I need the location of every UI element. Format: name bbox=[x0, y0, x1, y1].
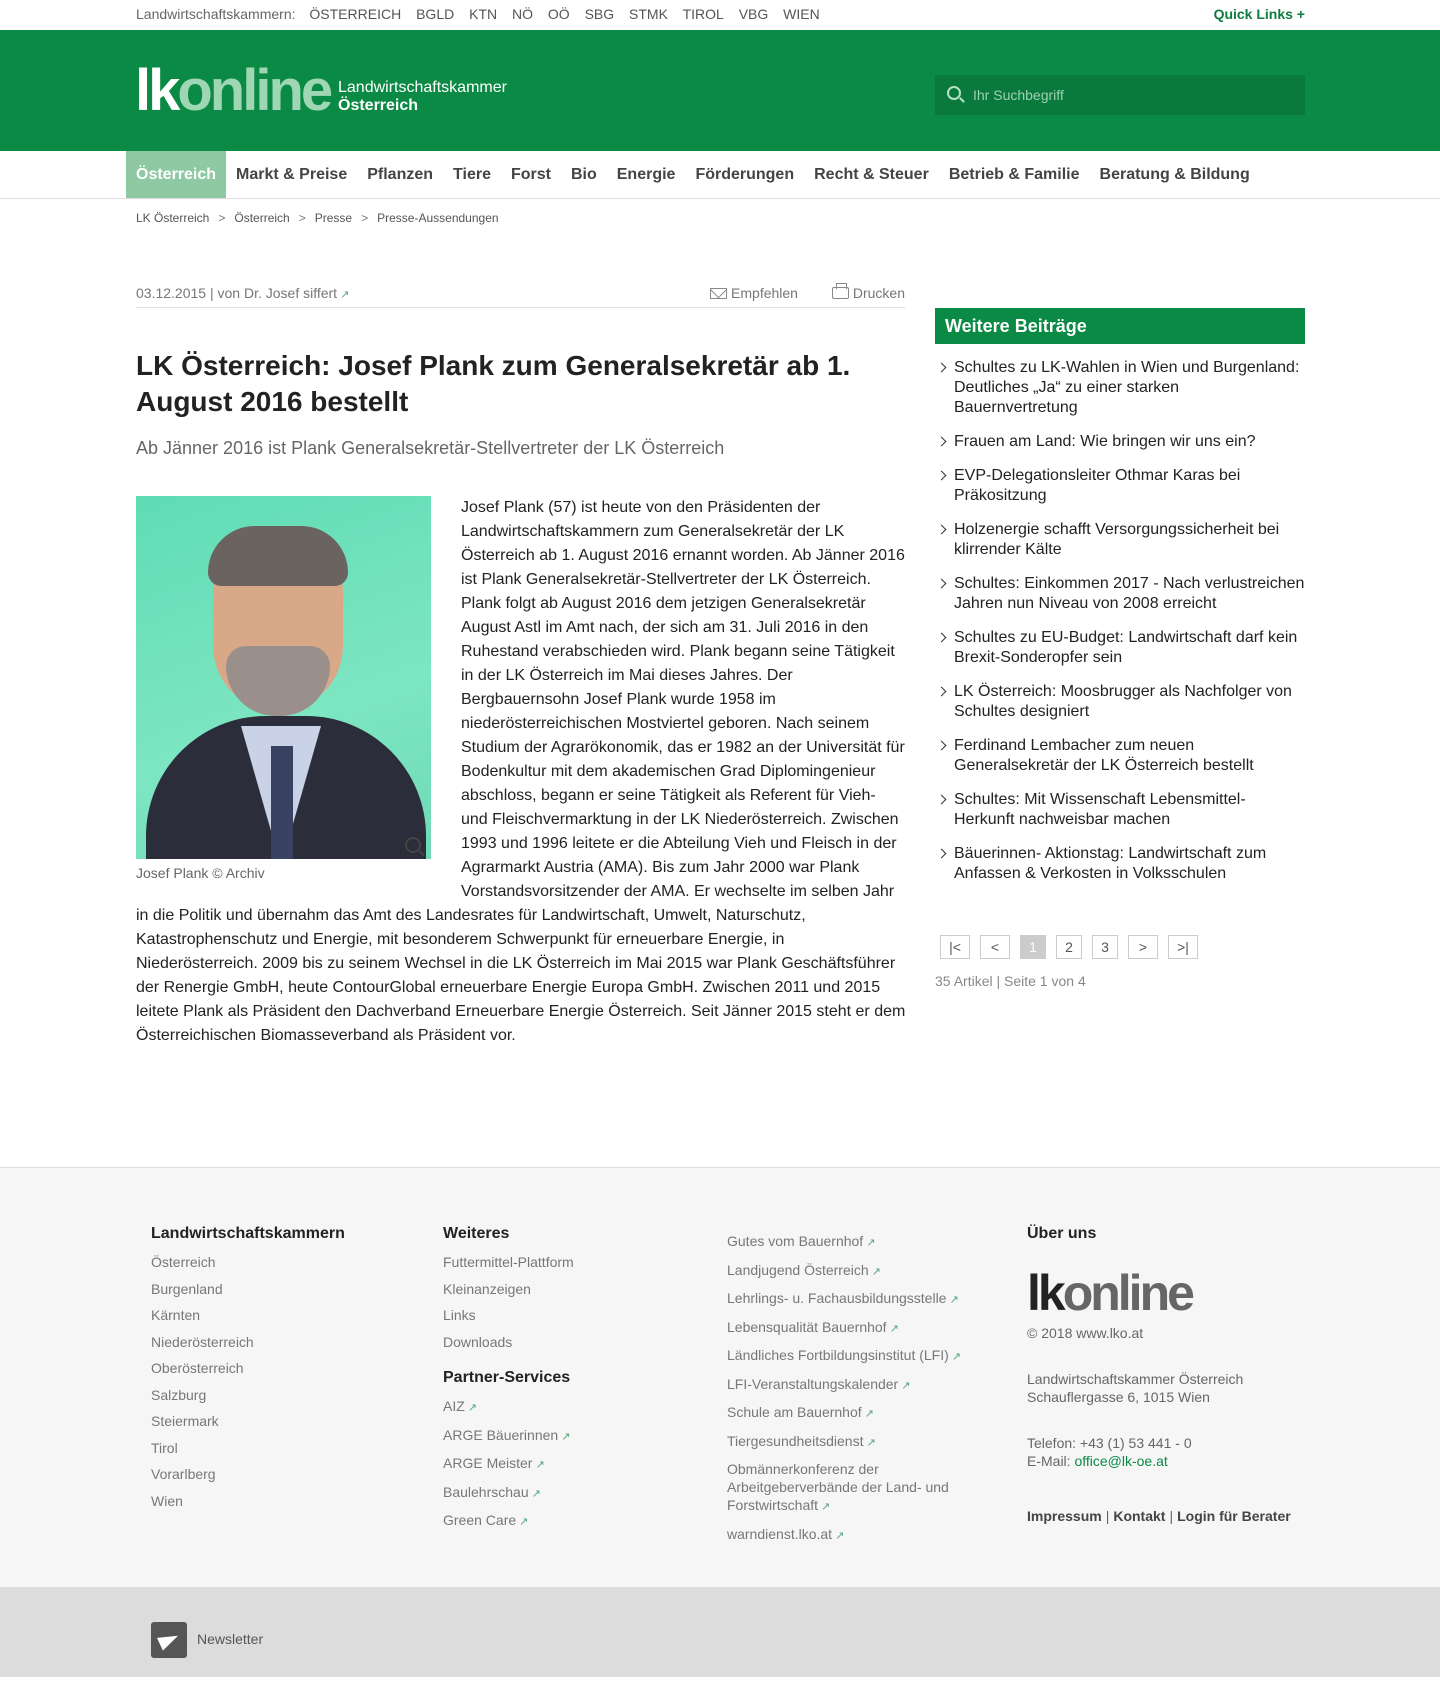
footer-link[interactable] bbox=[727, 1525, 967, 1545]
newsletter-link[interactable]: Newsletter bbox=[197, 1631, 264, 1647]
footer-link-label: Green Care bbox=[443, 1512, 517, 1528]
nav-item-pflanzen[interactable]: Pflanzen bbox=[367, 166, 434, 183]
footer-link[interactable]: Links bbox=[443, 1307, 476, 1323]
site-footer bbox=[0, 1167, 1440, 1587]
footer-link[interactable]: Tirol bbox=[151, 1439, 178, 1456]
breadcrumb-item[interactable]: Presse-Aussendungen bbox=[377, 211, 499, 225]
pager-last-button[interactable]: >| bbox=[1168, 935, 1198, 959]
footer-link[interactable] bbox=[727, 1289, 967, 1309]
kontakt-link[interactable]: Kontakt bbox=[1113, 1508, 1166, 1524]
search-box bbox=[935, 75, 1305, 115]
chamber-link-tirol[interactable]: TIROL bbox=[682, 6, 724, 22]
address-line1: Landwirtschaftskammer Österreich bbox=[1027, 1371, 1244, 1387]
footer-link[interactable] bbox=[443, 1479, 574, 1508]
nav-item-bio[interactable]: Bio bbox=[570, 166, 597, 183]
chamber-link-stmk[interactable]: STMK bbox=[629, 6, 668, 22]
paper-plane-icon[interactable] bbox=[151, 1622, 187, 1658]
footer-link-label: Obmännerkonferenz der Arbeitgeberverbände der Land- und Forstwirtschaft bbox=[727, 1461, 949, 1513]
related-article-link[interactable]: Holzenergie schafft Versorgungssicherheit bei klirrender Kälte bbox=[935, 520, 1305, 560]
email-label: E-Mail: bbox=[1027, 1453, 1075, 1469]
search-input[interactable] bbox=[973, 75, 1293, 115]
related-article-link[interactable]: Schultes zu LK-Wahlen in Wien und Burgenland: Deutliches „Ja“ zu einer starken Bauernvertretung bbox=[935, 358, 1305, 418]
envelope-icon bbox=[710, 288, 727, 299]
breadcrumb-item[interactable]: LK Österreich bbox=[136, 211, 210, 225]
email-line bbox=[1027, 1452, 1307, 1470]
pager-first-button[interactable]: |< bbox=[940, 935, 970, 959]
external-link-icon: ↗ bbox=[835, 1529, 845, 1542]
photo-tie bbox=[271, 746, 293, 859]
logo-lk: lk bbox=[135, 58, 178, 123]
breadcrumb-item[interactable]: Österreich bbox=[234, 211, 290, 225]
nav-item-foerderungen[interactable]: Förderungen bbox=[695, 166, 795, 183]
related-article-link[interactable]: Schultes: Mit Wissenschaft Lebensmittel-Herkunft nachweisbar machen bbox=[935, 790, 1305, 830]
external-link-icon: ↗ bbox=[949, 1294, 959, 1306]
chamber-links bbox=[136, 6, 831, 22]
footer-link[interactable]: Wien bbox=[151, 1492, 183, 1509]
related-article-link[interactable]: Schultes: Einkommen 2017 - Nach verlustreichen Jahren nun Niveau von 2008 erreicht bbox=[935, 574, 1305, 614]
chamber-link-bgld[interactable]: BGLD bbox=[416, 6, 455, 22]
pager-prev-button[interactable]: < bbox=[980, 935, 1010, 959]
footer-link[interactable] bbox=[727, 1375, 967, 1395]
footer-link-label: Gutes vom Bauernhof bbox=[727, 1233, 864, 1249]
footer-col-partners bbox=[727, 1232, 967, 1553]
breadcrumb bbox=[136, 211, 499, 225]
sidebar-heading: Weitere Beiträge bbox=[935, 308, 1305, 344]
footer-link[interactable] bbox=[443, 1422, 574, 1451]
breadcrumb-separator: > bbox=[361, 211, 369, 225]
external-link-icon: ↗ bbox=[467, 1402, 477, 1414]
footer-link[interactable]: Oberösterreich bbox=[151, 1360, 244, 1376]
pager-page-3[interactable]: 3 bbox=[1092, 935, 1118, 959]
footer-link-label: Schule am Bauernhof bbox=[727, 1404, 862, 1420]
external-link-icon: ↗ bbox=[519, 1516, 529, 1528]
footer-link[interactable] bbox=[443, 1393, 574, 1422]
external-link-icon: ↗ bbox=[535, 1459, 545, 1471]
footer-link[interactable] bbox=[443, 1507, 574, 1536]
logo-subtitle-line2: Österreich bbox=[338, 97, 419, 114]
chamber-link-vbg[interactable]: VBG bbox=[738, 6, 769, 22]
search-icon[interactable] bbox=[947, 86, 961, 100]
footer-link[interactable]: Futtermittel-Plattform bbox=[443, 1254, 574, 1270]
footer-link[interactable]: Downloads bbox=[443, 1333, 513, 1350]
footer-link-label: ARGE Bäuerinnen bbox=[443, 1426, 559, 1443]
chamber-link-wien[interactable]: WIEN bbox=[783, 6, 820, 22]
chamber-link-oesterreich[interactable]: ÖSTERREICH bbox=[309, 6, 402, 22]
impressum-link[interactable]: Impressum bbox=[1027, 1508, 1102, 1524]
footer-link-label: Landjugend Österreich bbox=[727, 1261, 869, 1278]
footer-link[interactable] bbox=[727, 1261, 967, 1281]
pager-next-button[interactable]: > bbox=[1128, 935, 1158, 959]
nav-item-tiere[interactable]: Tiere bbox=[453, 166, 491, 183]
printer-icon bbox=[832, 287, 849, 299]
chamber-link-ooe[interactable]: OÖ bbox=[547, 6, 570, 22]
footer-link[interactable]: Steiermark bbox=[151, 1413, 219, 1429]
footer-link[interactable] bbox=[727, 1232, 967, 1252]
footer-link-label: warndienst.lko.at bbox=[727, 1525, 833, 1542]
footer-logo-lk: lk bbox=[1027, 1265, 1063, 1321]
article-body: Josef Plank (57) ist heute von den Präsidenten der Landwirtschaftskammern zum Generalsekretär der LK Österreich ab 1. August 2016 ernannt worden. Ab Jänner 2016 ist Plank Generalsekretär-Stellvertreter der LK Österreich. Plank folgt ab August 2016 dem jetzigen Generalsekretär August Astl im Amt nach, der sich am 31. Juli 2016 in den Ruhestand verabschieden wird. Plank begann seine Tätigkeit in der LK Österreich im Mai dieses Jahres. Der Bergbauernsohn Josef Plank wurde 1958 im niederösterreichischen Mostviertel geboren. Nach seinem Studium der Agrarökonomik, das er 1982 an der Universität für Bodenkultur mit dem akademischen Grad Diplomingenieur abschloss, begann er seine Tätigkeit als Referent für Vieh- und Fleischvermarktung in der LK Niederösterreich. Zwischen 1993 und 1996 leitete er die Abteilung Vieh und Fleisch in der Agrarmarkt Austria (AMA). Bis zum Jahr 2000 war Plank Vorstandsvorsitzender der AMA. Er wechselte im selben Jahr in die Politik und übernahm das Amt des Landesrates für Landwirtschaft, Umwelt, Naturschutz, Katastrophenschutz und Energie, mit besonderem Schwerpunkt für erneuerbare Energie, in Niederösterreich. 2009 bis zu seinem Wechsel in die LK Österreich im Mai 2015 war Plank Geschäftsführer der Renergie GmbH, heute ContourGlobal erneuerbare Energie Europa GmbH. Zwischen 2011 und 2015 leitete Plank als Präsident den Dachverband Erneuerbare Energie Österreich. Seit Jänner 2015 steht er dem Österreichischen Biomasseverband als Präsident vor. bbox=[136, 499, 906, 1044]
print-button[interactable] bbox=[832, 285, 905, 301]
footer-link[interactable] bbox=[727, 1318, 967, 1338]
footer-link[interactable]: Österreich bbox=[151, 1254, 216, 1270]
external-link-icon: ↗ bbox=[531, 1487, 541, 1500]
footer-col-about bbox=[1027, 1225, 1307, 1524]
nav-item-oesterreich[interactable]: Österreich bbox=[126, 151, 226, 198]
footer-link[interactable]: Niederösterreich bbox=[151, 1333, 254, 1350]
nav-item-energie[interactable]: Energie bbox=[616, 166, 676, 183]
nav-item-betrieb-familie[interactable]: Betrieb & Familie bbox=[948, 166, 1080, 183]
external-link-icon: ↗ bbox=[561, 1430, 571, 1443]
zoom-icon[interactable] bbox=[405, 837, 421, 853]
login-link[interactable]: Login für Berater bbox=[1177, 1508, 1291, 1524]
footer-link-label: LFI-Veranstaltungskalender bbox=[727, 1375, 899, 1392]
footer-link-label: AIZ bbox=[443, 1398, 465, 1414]
footer-link[interactable]: Salzburg bbox=[151, 1386, 207, 1403]
footer-link-label: Lehrlings- u. Fachausbildungsstelle bbox=[727, 1290, 947, 1306]
footer-heading: Über uns bbox=[1027, 1225, 1097, 1242]
address-line2: Schauflergasse 6, 1015 Wien bbox=[1027, 1389, 1210, 1405]
footer-link-label: Tiergesundheitsdienst bbox=[727, 1432, 864, 1449]
copyright: © 2018 www.lko.at bbox=[1027, 1325, 1144, 1341]
footer-link[interactable] bbox=[727, 1346, 967, 1366]
article-meta bbox=[136, 285, 905, 308]
article-title: LK Österreich: Josef Plank zum Generalsekretär ab 1. August 2016 bestellt bbox=[136, 350, 851, 417]
footer-link-label: Ländliches Fortbildungsinstitut (LFI) bbox=[727, 1347, 949, 1363]
footer-logo-online: online bbox=[1062, 1265, 1192, 1321]
article-photo[interactable] bbox=[136, 496, 431, 859]
footer-link[interactable] bbox=[727, 1403, 967, 1423]
byline-prefix: | von bbox=[206, 285, 244, 301]
related-article-link[interactable]: Ferdinand Lembacher zum neuen Generalsekretär der LK Österreich bestellt bbox=[935, 736, 1305, 776]
logo-subtitle-line1: Landwirtschaftskammer bbox=[338, 79, 507, 96]
footer-link[interactable] bbox=[727, 1432, 967, 1452]
footer-heading: Weiteres bbox=[443, 1225, 510, 1242]
article-date: 03.12.2015 bbox=[136, 285, 207, 301]
article-figure bbox=[136, 496, 431, 881]
main-nav bbox=[0, 151, 1440, 199]
related-article-link[interactable]: Schultes zu EU-Budget: Landwirtschaft darf kein Brexit-Sonderopfer sein bbox=[935, 628, 1305, 668]
print-label: Drucken bbox=[852, 285, 905, 301]
footer-link[interactable]: Vorarlberg bbox=[151, 1466, 216, 1482]
image-caption: Josef Plank © Archiv bbox=[136, 865, 265, 881]
article-subtitle: Ab Jänner 2016 ist Plank Generalsekretär-Stellvertreter der LK Österreich bbox=[136, 438, 725, 458]
pager-page-1[interactable]: 1 bbox=[1020, 935, 1046, 959]
link-separator: | bbox=[1169, 1508, 1174, 1524]
external-link-icon: ↗ bbox=[901, 1379, 911, 1392]
nav-item-forst[interactable]: Forst bbox=[510, 166, 551, 183]
external-link-icon: ↗ bbox=[889, 1322, 899, 1335]
footer-link[interactable] bbox=[727, 1460, 967, 1516]
article-author-link[interactable]: Dr. Josef siffert bbox=[243, 285, 338, 301]
phone: Telefon: +43 (1) 53 441 - 0 bbox=[1027, 1435, 1192, 1451]
newsletter-bar bbox=[0, 1587, 1440, 1677]
email-link[interactable]: office@lk-oe.at bbox=[1074, 1453, 1168, 1469]
external-link-icon: ↗ bbox=[951, 1351, 961, 1363]
chamber-link-ktn[interactable]: KTN bbox=[469, 6, 498, 22]
external-link-icon: ↗ bbox=[871, 1265, 881, 1278]
external-link-icon: ↗ bbox=[821, 1501, 831, 1513]
footer-heading: Landwirtschaftskammern bbox=[151, 1225, 345, 1242]
related-articles-list bbox=[935, 358, 1305, 898]
logo-online: online bbox=[177, 58, 331, 123]
footer-link-label: ARGE Meister bbox=[443, 1455, 533, 1471]
link-separator: | bbox=[1105, 1508, 1110, 1524]
footer-logo bbox=[1027, 1265, 1307, 1321]
related-article-link[interactable]: Frauen am Land: Wie bringen wir uns ein? bbox=[935, 432, 1305, 452]
breadcrumb-item[interactable]: Presse bbox=[314, 211, 353, 225]
photo-beard bbox=[226, 646, 330, 716]
site-header bbox=[0, 30, 1440, 151]
recommend-label: Empfehlen bbox=[731, 285, 798, 301]
chamber-link-noe[interactable]: NÖ bbox=[512, 6, 533, 22]
external-link-icon: ↗ bbox=[864, 1408, 874, 1420]
chamber-link-sbg[interactable]: SBG bbox=[584, 6, 615, 22]
external-link-icon: ↗ bbox=[866, 1237, 876, 1249]
footer-link-label: Baulehrschau bbox=[443, 1483, 529, 1500]
related-article-link[interactable]: LK Österreich: Moosbrugger als Nachfolger von Schultes designiert bbox=[935, 682, 1305, 722]
footer-heading: Partner-Services bbox=[443, 1369, 571, 1386]
pager-page-2[interactable]: 2 bbox=[1056, 935, 1082, 959]
footer-link[interactable] bbox=[443, 1450, 574, 1479]
footer-legal-links bbox=[1027, 1508, 1307, 1524]
related-article-link[interactable]: EVP-Delegationsleiter Othmar Karas bei Präkositzung bbox=[935, 466, 1305, 506]
article-actions bbox=[680, 285, 905, 301]
footer-link[interactable]: Burgenland bbox=[151, 1280, 223, 1297]
footer-link[interactable]: Kärnten bbox=[151, 1307, 201, 1323]
recommend-button[interactable] bbox=[710, 285, 798, 301]
logo-subtitle bbox=[338, 79, 507, 115]
footer-link-label: Lebensqualität Bauernhof bbox=[727, 1318, 887, 1335]
external-link-icon: ↗ bbox=[340, 289, 350, 301]
breadcrumb-separator: > bbox=[218, 211, 226, 225]
footer-link[interactable]: Kleinanzeigen bbox=[443, 1280, 531, 1297]
top-bar bbox=[0, 0, 1440, 30]
pager-info: 35 Artikel | Seite 1 von 4 bbox=[935, 973, 1086, 989]
chamber-label: Landwirtschaftskammern: bbox=[136, 6, 296, 22]
related-article-link[interactable]: Bäuerinnen- Aktionstag: Landwirtschaft zum Anfassen & Verkosten in Volksschulen bbox=[935, 844, 1305, 884]
nav-item-markt-preise[interactable]: Markt & Preise bbox=[236, 166, 348, 183]
footer-col-more bbox=[443, 1225, 574, 1536]
nav-item-beratung-bildung[interactable]: Beratung & Bildung bbox=[1099, 166, 1250, 183]
breadcrumb-separator: > bbox=[298, 211, 306, 225]
footer-col-chambers bbox=[151, 1225, 345, 1514]
nav-item-recht-steuer[interactable]: Recht & Steuer bbox=[814, 166, 929, 183]
quick-links-button[interactable]: Quick Links + bbox=[1213, 6, 1305, 22]
photo-hair bbox=[208, 526, 348, 586]
site-logo[interactable] bbox=[135, 58, 331, 123]
external-link-icon: ↗ bbox=[866, 1436, 876, 1449]
